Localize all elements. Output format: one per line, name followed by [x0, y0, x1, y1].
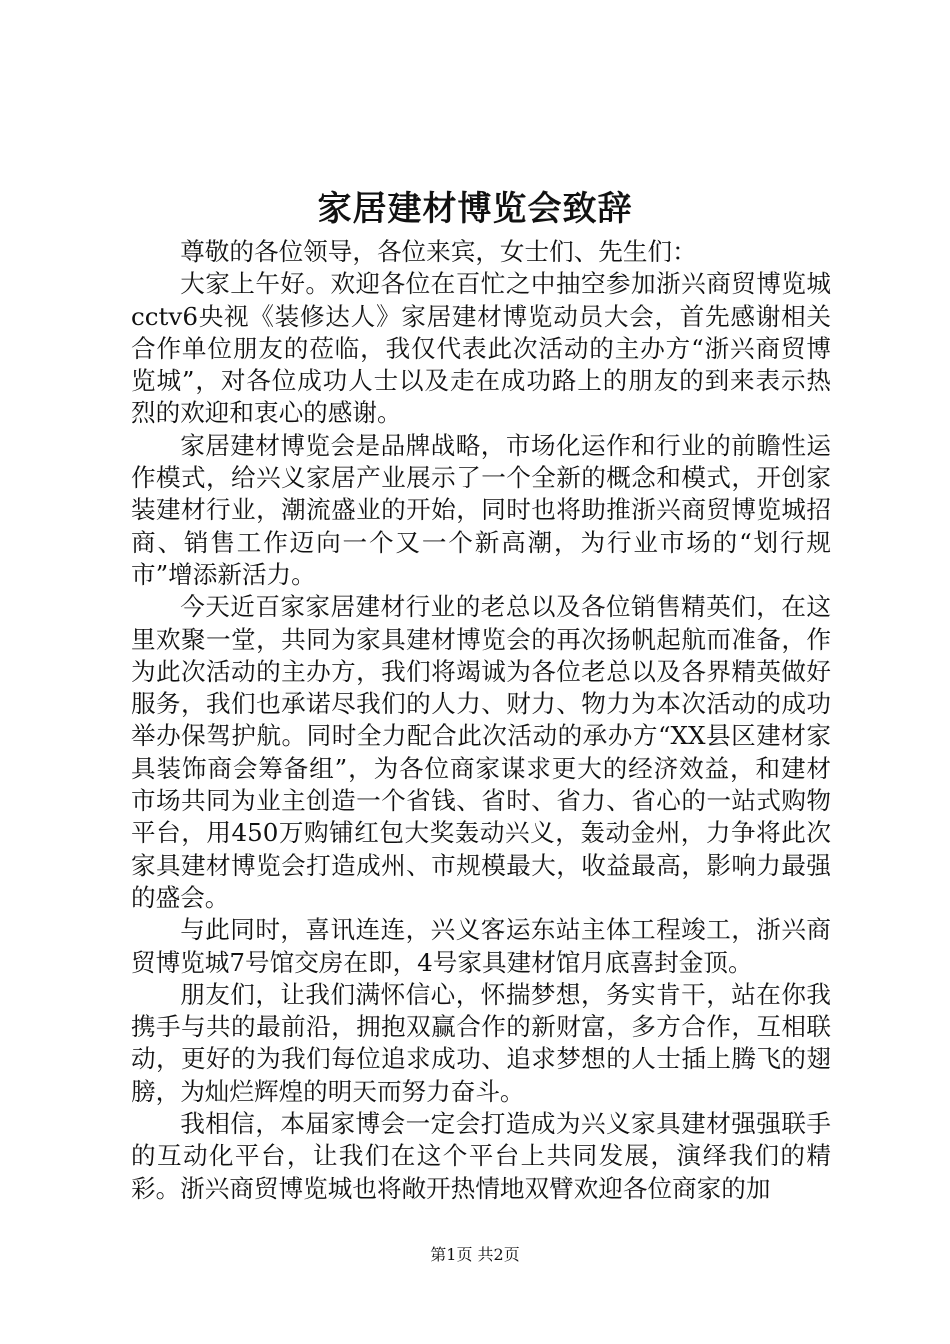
body-paragraph: 与此同时，喜讯连连，兴义客运东站主体工程竣工，浙兴商贸博览城7号馆交房在即，4号家具建材馆月底喜封金顶。 [131, 915, 831, 977]
body-paragraph: 朋友们，让我们满怀信心，怀揣梦想，务实肯干，站在你我携手与共的最前沿，拥抱双赢合作的新财富，多方合作，互相联动，更好的为我们每位追求成功、追求梦想的人士插上腾飞的翅膀，为灿烂辉煌的明天而努力奋斗。 [131, 979, 831, 1106]
body-paragraph: 家居建材博览会是品牌战略，市场化运作和行业的前瞻性运作模式，给兴义家居产业展示了一个全新的概念和模式，开创家装建材行业，潮流盛业的开始，同时也将助推浙兴商贸博览城招商、销售工作迈向一个又一个新高潮，为行业市场的“划行规市”增添新活力。 [131, 430, 831, 589]
page-number-footer: 第1页 共2页 [430, 1245, 520, 1264]
body-paragraph: 今天近百家家居建材行业的老总以及各位销售精英们，在这里欢聚一堂，共同为家具建材博览会的再次扬帆起航而准备，作为此次活动的主办方，我们将竭诚为各位老总以及各界精英做好服务，我们也承诺尽我们的人力、财力、物力为本次活动的成功举办保驾护航。同时全力配合此次活动的承办方“XX县区建材家具装饰商会筹备组”，为各位商家谋求更大的经济效益，和建材市场共同为业主创造一个省钱、省时、省力、省心的一站式购物平台，用450万购铺红包大奖轰动兴义，轰动金州，力争将此次家具建材博览会打造成州、市规模最大，收益最高，影响力最强的盛会。 [131, 592, 831, 912]
document-title: 家居建材博览会致辞 [317, 189, 633, 229]
body-paragraph: 大家上午好。欢迎各位在百忙之中抽空参加浙兴商贸博览城cctv6央视《装修达人》家居建材博览动员大会，首先感谢相关合作单位朋友的莅临，我仅代表此次活动的主办方“浙兴商贸博览城”，对各位成功人士以及走在成功路上的朋友的到来表示热烈的欢迎和衷心的感谢。 [131, 269, 831, 428]
document-body [131, 236, 831, 1205]
body-paragraph: 我相信，本届家博会一定会打造成为兴义家具建材强强联手的互动化平台，让我们在这个平台上共同发展，演绎我们的精彩。浙兴商贸博览城也将敞开热情地双臂欢迎各位商家的加 [131, 1109, 831, 1203]
salutation-paragraph: 尊敬的各位领导，各位来宾，女士们、先生们： [180, 237, 697, 266]
